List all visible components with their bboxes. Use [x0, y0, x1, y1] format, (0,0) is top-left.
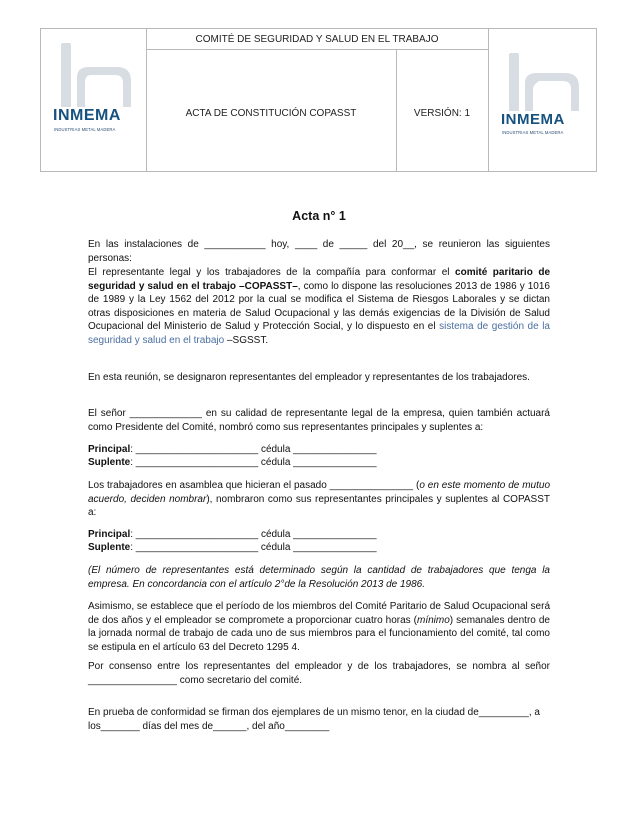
- logo-word-right: INMEMA: [501, 111, 565, 128]
- p7-text: Asimismo, se establece que el período de los miembros del Comité Paritario de Salud Ocupacional será de dos años y el empleador se compromete a proporcionar cuatro horas (: [88, 601, 550, 626]
- p2-text: , como lo dispone las resoluciones 2013 de 1986 y 1016 de 1989 y la Ley 1562 del 2012 por la cual se modifica el Sistema de Riesgos Laborales y se dictan otras disposiciones en materia de Salud Ocupacional y las demás exigencias de la División de Salud Ocupacional del Ministerio de Salud y Protección Social, y lo dispuesto en el: [88, 280, 550, 332]
- document-title: Acta n° 1: [292, 209, 346, 223]
- p5-text: ), nombraron como sus representantes principales y suplentes al COPASST a:: [88, 493, 550, 518]
- paragraph-signature: En prueba de conformidad se firman dos ejemplares de un mismo tenor, en la ciudad de_________, a los_______ días del mes de______, del año________: [88, 707, 540, 732]
- header-divider: [146, 49, 488, 50]
- p7-text: ) semanales dentro de la jornada normal de trabajo de cada uno de sus miembros para el funcionamiento del comité, tal como se estipula en el artículo 63 del Decreto 1295 4.: [88, 614, 550, 653]
- paragraph-note: (El número de representantes está determinado según la cantidad de trabajadores que tenga la empresa. En concordancia con el artículo 2°de la Resolución 2013 de 1986.: [88, 565, 550, 590]
- paragraph-workers: [88, 479, 550, 520]
- suplente-blank: : ______________________ cédula _______________: [130, 542, 377, 553]
- header-divider: [488, 29, 489, 171]
- logo-subtitle: INDUSTRIAS METAL MADERA: [54, 127, 116, 132]
- p5-text: Los trabajadores en asamblea que hicieran el pasado _______________ (: [88, 480, 420, 491]
- suplente-blank: : ______________________ cédula _______________: [130, 457, 377, 468]
- committee-title: COMITÉ DE SEGURIDAD Y SALUD EN EL TRABAJO: [195, 34, 439, 45]
- version-label: VERSIÓN: 1: [413, 108, 471, 119]
- suplente-label: Suplente: [88, 542, 131, 553]
- principal-label: Principal: [88, 529, 131, 540]
- header-divider: [146, 29, 147, 171]
- logo-mark-icon: [51, 41, 139, 111]
- employer-principal-line: [88, 443, 550, 457]
- principal-label: Principal: [88, 444, 131, 455]
- document-header: [40, 28, 597, 172]
- logo-mark-icon: [499, 51, 591, 113]
- logo-word: INMEMA: [53, 107, 121, 124]
- paragraph-legal: [88, 266, 550, 347]
- workers-suplente-line: [88, 541, 550, 555]
- p2-text: El representante legal y los trabajadores de la compañía para conformar el: [88, 267, 456, 278]
- employer-suplente-line: [88, 456, 550, 470]
- paragraph-intro: En las instalaciones de ___________ hoy, ____ de _____ del 20__, se reunieron las siguientes personas:: [88, 239, 550, 264]
- company-logo: [51, 41, 139, 153]
- paragraph-meeting: En esta reunión, se designaron representantes del empleador y representantes de los trabajadores.: [88, 372, 530, 383]
- workers-principal-line: [88, 528, 550, 542]
- logo-subtitle-right: INDUSTRIAS METAL MADERA: [502, 130, 564, 135]
- company-logo-right: [499, 51, 591, 163]
- principal-blank: : ______________________ cédula _______________: [130, 444, 377, 455]
- paragraph-secretary: Por consenso entre los representantes del empleador y de los trabajadores, se nombra al señor ________________ como secretario del comité.: [88, 661, 550, 686]
- p7-italic: mínimo: [417, 614, 450, 626]
- p2-bold: comité paritario de seguridad y salud en el trabajo –COPASST–: [88, 267, 551, 292]
- paragraph-legal-rep: El señor _____________ en su calidad de representante legal de la empresa, quien también actuará como Presidente del Comité, nombró como sus representantes principales y suplentes a:: [88, 408, 550, 433]
- paragraph-period: [88, 600, 550, 654]
- suplente-label: Suplente: [88, 457, 131, 468]
- sgsst-link[interactable]: sistema de gestión de la seguridad y salud en el trabajo: [88, 321, 550, 346]
- document-name: ACTA DE CONSTITUCIÓN COPASST: [185, 108, 357, 119]
- principal-blank: : ______________________ cédula _______________: [130, 529, 377, 540]
- p2-text: –SGSST.: [224, 334, 269, 346]
- p5-italic: o en este momento de mutuo acuerdo, deciden nombrar: [88, 480, 551, 505]
